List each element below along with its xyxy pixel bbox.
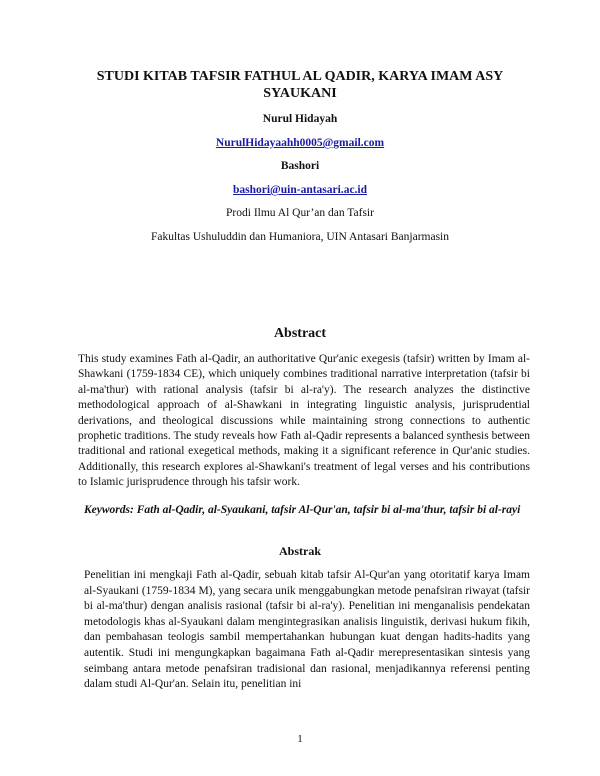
affiliation-program: Prodi Ilmu Al Qur’an dan Tafsir bbox=[226, 207, 374, 219]
author-name-1: Nurul Hidayah bbox=[262, 113, 338, 125]
affiliation-faculty: Fakultas Ushuluddin dan Humaniora, UIN Antasari Banjarmasin bbox=[151, 231, 449, 243]
page-number: 1 bbox=[297, 733, 303, 745]
paper-title: STUDI KITAB TAFSIR FATHUL AL QADIR, KARYA IMAM ASY SYAUKANI bbox=[96, 69, 504, 101]
author-email-2[interactable]: bashori@uin-antasari.ac.id bbox=[232, 184, 368, 196]
abstrak-indonesian: Penelitian ini mengkaji Fath al-Qadir, sebuah kitab tafsir Al-Qur'an yang otoritatif karya Imam al-Syaukani (1759-1834 M), yang secara unik menggabungkan metode penafsiran riwayat (tafsir bi al-ma'thur) dengan analisis rasional (tafsir bi al-ra'y). Penelitian ini menganalisis pendekatan metodologis khas al-Syaukani dalam mengintegrasikan analisis linguistik, derivasi hukum fikih, dan pembahasan teologis sambil mempertahankan hubungan kuat dengan hadits-hadits yang autentik. Studi ini mengungkapkan bagaimana Fath al-Qadir merepresentasikan sintesis yang seimbang antara metode penafsiran tradisional dan rasional, menjadikannya referensi penting dalam studi Al-Qur'an. Selain itu, penelitian ini bbox=[84, 569, 530, 691]
abstrak-heading: Abstrak bbox=[278, 544, 321, 558]
abstract-english: This study examines Fath al-Qadir, an authoritative Qur'anic exegesis (tafsir) written by Imam al-Shawkani (1759-1834 CE), which uniquely combines traditional narrative interpretation (tafsir bi al-ma'thur) with rational analysis (tafsir bi al-ra'y). The research analyzes the distinctive methodological approach of al-Shawkani in integrating linguistic analysis, jurisprudential derivations, and theological discussions while maintaining strong connections to authentic prophetic traditions. The study reveals how Fath al-Qadir represents a balanced synthesis between traditional and rational exegetical methods, making it a significant reference in Qur'anic studies. Additionally, this research explores al-Shawkani's treatment of legal verses and his contributions to Islamic jurisprudence through his tafsir work. bbox=[78, 353, 530, 489]
abstract-heading: Abstract bbox=[273, 326, 327, 341]
author-name-2: Bashori bbox=[280, 160, 320, 172]
author-email-1[interactable]: NurulHidayaahh0005@gmail.com bbox=[215, 137, 385, 149]
keywords: Keywords: Fath al-Qadir, al-Syaukani, tafsir Al-Qur'an, tafsir bi al-ma'thur, tafsir bi al-rayi bbox=[84, 504, 521, 516]
